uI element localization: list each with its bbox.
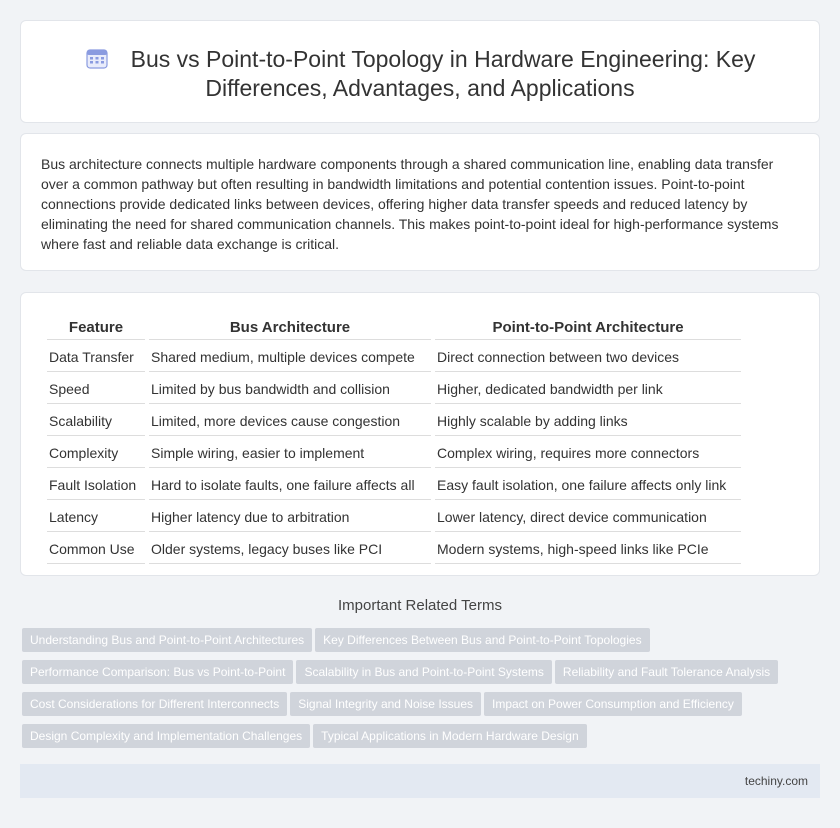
intro-card <box>20 133 820 271</box>
calendar-icon <box>85 46 109 70</box>
table-row <box>47 407 741 436</box>
footer-brand[interactable]: techiny.com <box>744 774 808 788</box>
page-title-text: Bus vs Point-to-Point Topology in Hardware Engineering: Key Differences, Advantages, and Applications <box>130 46 756 101</box>
table-cell: Latency <box>47 503 145 532</box>
table-cell: Hard to isolate faults, one failure affects all <box>149 471 431 500</box>
related-term-tag[interactable]: Understanding Bus and Point-to-Point Architectures <box>22 628 312 652</box>
related-term-tag[interactable]: Key Differences Between Bus and Point-to-Point Topologies <box>315 628 649 652</box>
table-row <box>47 439 741 468</box>
table-cell: Scalability <box>47 407 145 436</box>
table-cell: Lower latency, direct device communication <box>435 503 741 532</box>
table-cell: Higher latency due to arbitration <box>149 503 431 532</box>
column-header-bus: Bus Architecture <box>149 314 431 340</box>
table-cell: Higher, dedicated bandwidth per link <box>435 375 741 404</box>
table-cell: Simple wiring, easier to implement <box>149 439 431 468</box>
table-row <box>47 503 741 532</box>
title-card <box>20 20 820 123</box>
table-header-row <box>47 314 741 340</box>
related-term-tag[interactable]: Signal Integrity and Noise Issues <box>290 692 481 716</box>
related-term-tag[interactable]: Typical Applications in Modern Hardware Design <box>313 724 586 748</box>
table-row <box>47 343 741 372</box>
table-cell: Common Use <box>47 535 145 564</box>
related-terms-list <box>22 628 812 756</box>
table-cell: Complex wiring, requires more connectors <box>435 439 741 468</box>
related-term-tag[interactable]: Design Complexity and Implementation Challenges <box>22 724 310 748</box>
column-header-feature: Feature <box>47 314 145 340</box>
table-cell: Easy fault isolation, one failure affects only link <box>435 471 741 500</box>
footer <box>20 764 820 798</box>
intro-paragraph: Bus architecture connects multiple hardware components through a shared communication line, enabling data transfer over a common pathway but often resulting in bandwidth limitations and potential contention issues. Point-to-point connections provide dedicated links between devices, offering higher data transfer speeds and reduced latency by eliminating the need for shared communication channels. This makes point-to-point ideal for high-performance systems where fast and reliable data exchange is critical. <box>41 156 779 252</box>
table-cell: Limited by bus bandwidth and collision <box>149 375 431 404</box>
table-row <box>47 535 741 564</box>
table-row <box>47 375 741 404</box>
table-cell: Modern systems, high-speed links like PCIe <box>435 535 741 564</box>
table-cell: Limited, more devices cause congestion <box>149 407 431 436</box>
related-term-tag[interactable]: Impact on Power Consumption and Efficiency <box>484 692 742 716</box>
table-cell: Direct connection between two devices <box>435 343 741 372</box>
table-cell: Highly scalable by adding links <box>435 407 741 436</box>
related-terms-title: Important Related Terms <box>338 597 502 614</box>
table-cell: Data Transfer <box>47 343 145 372</box>
related-term-tag[interactable]: Cost Considerations for Different Interconnects <box>22 692 287 716</box>
related-term-tag[interactable]: Performance Comparison: Bus vs Point-to-Point <box>22 660 293 684</box>
table-row <box>47 471 741 500</box>
table-cell: Shared medium, multiple devices compete <box>149 343 431 372</box>
page-title <box>21 45 819 103</box>
table-cell: Fault Isolation <box>47 471 145 500</box>
related-term-tag[interactable]: Reliability and Fault Tolerance Analysis <box>555 660 778 684</box>
table-body <box>47 343 741 564</box>
table-cell: Speed <box>47 375 145 404</box>
table-cell: Complexity <box>47 439 145 468</box>
comparison-table <box>43 311 745 567</box>
comparison-table-card <box>20 292 820 576</box>
table-cell: Older systems, legacy buses like PCI <box>149 535 431 564</box>
column-header-p2p: Point-to-Point Architecture <box>435 314 741 340</box>
related-term-tag[interactable]: Scalability in Bus and Point-to-Point Systems <box>296 660 551 684</box>
